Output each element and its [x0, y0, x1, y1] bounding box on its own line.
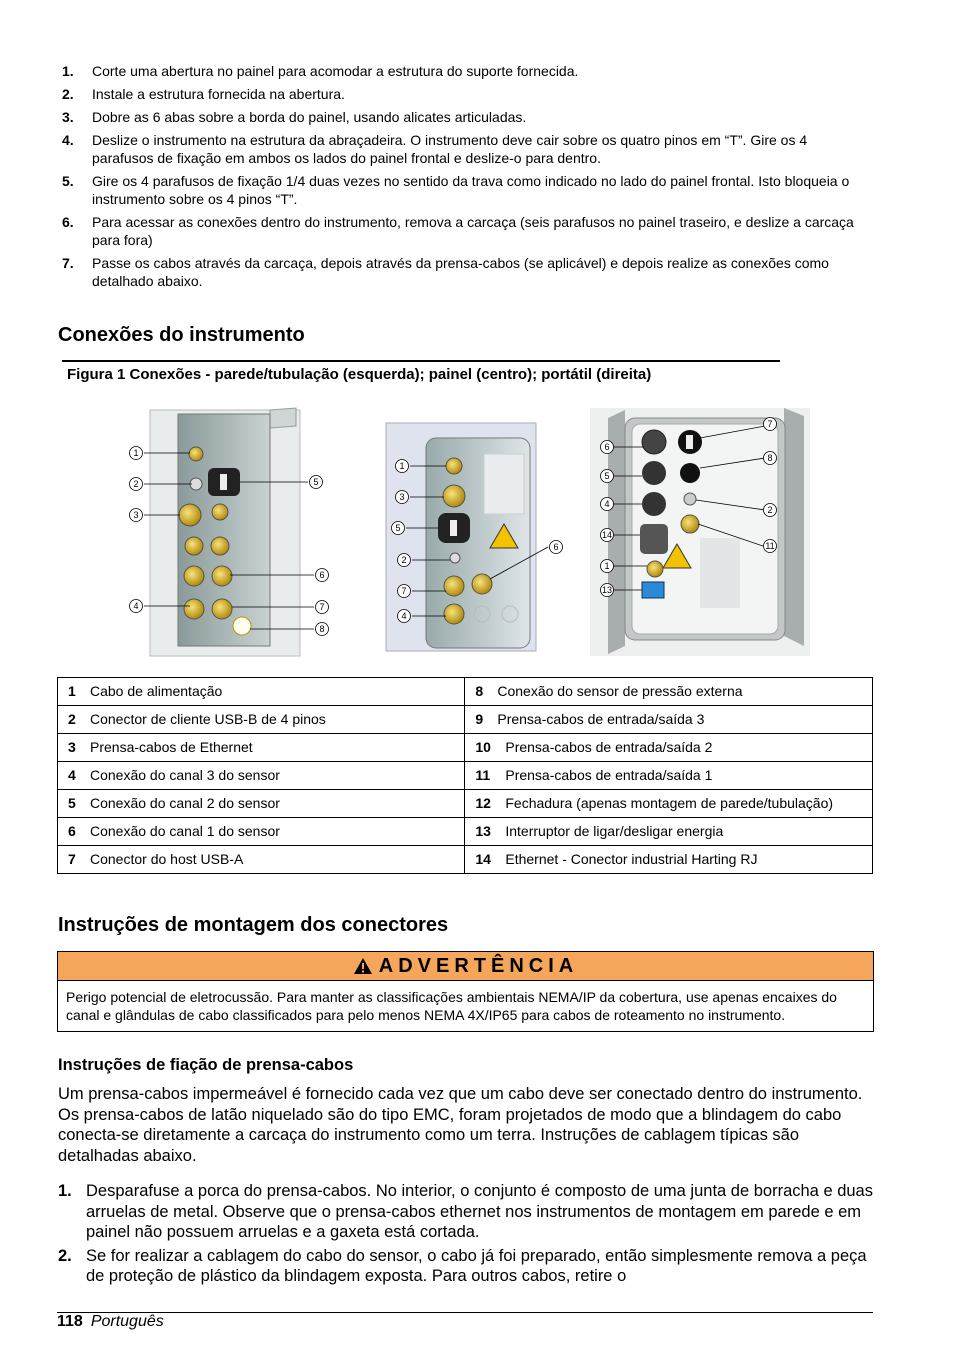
legend-cell	[58, 678, 465, 706]
legend-cell	[58, 734, 465, 762]
legend-cell	[465, 818, 873, 846]
portable-unit	[590, 408, 810, 656]
legend-label: Conexão do canal 1 do sensor	[90, 823, 280, 839]
legend-label: Conexão do sensor de pressão externa	[497, 683, 743, 699]
callout-marker	[764, 418, 777, 431]
callout-marker	[396, 460, 409, 473]
table-row	[58, 790, 873, 818]
legend-number: 1	[68, 683, 76, 699]
callout-number: 5	[604, 471, 610, 482]
legend-label: Conector de cliente USB-B de 4 pinos	[90, 711, 326, 727]
legend-label: Prensa-cabos de entrada/saída 3	[497, 711, 705, 727]
legend-cell	[58, 790, 465, 818]
table-row	[58, 734, 873, 762]
instrument-illustration	[120, 398, 820, 660]
legend-cell	[465, 790, 873, 818]
connections-figure	[120, 398, 820, 660]
callout-marker	[316, 623, 329, 636]
figure-caption: Figura 1 Conexões - parede/tubulação (esquerda); painel (centro); portátil (direita)	[67, 366, 652, 383]
callout-number: 5	[395, 523, 401, 534]
callout-marker	[601, 584, 614, 597]
callout-marker	[601, 560, 614, 573]
callout-number: 6	[319, 570, 325, 581]
callout-marker	[130, 509, 143, 522]
divider	[62, 360, 780, 362]
callout-number: 14	[601, 530, 613, 541]
legend-cell	[58, 762, 465, 790]
footer-language: Português	[90, 1313, 164, 1330]
callout-marker	[316, 601, 329, 614]
callout-marker	[130, 600, 143, 613]
callout-number: 4	[401, 611, 407, 622]
list-item: 1. Desparafuse a porca do prensa-cabos. No interior, o conjunto é composto de uma junta de borracha e duas arruelas de metal. Observe que o prensa-cabos ethernet nos instrumentos de montagem em parede e em painel não possuem arruelas e a gaxeta está cortada.	[58, 1182, 873, 1241]
callout-number: 11	[765, 541, 775, 552]
list-item: 3. Dobre as 6 abas sobre a borda do painel, usando alicates articuladas.	[62, 109, 527, 125]
legend-number: 4	[68, 767, 76, 783]
legend-number: 6	[68, 823, 76, 839]
legend-cell	[465, 762, 873, 790]
legend-number: 8	[475, 683, 484, 699]
warning-text: Perigo potencial de eletrocussão. Para manter as classificações ambientais NEMA/IP da cobertura, use apenas encaixes do canal e glândulas de cabo classificados para pelo menos NEMA 4X/IP65 para cabos de roteamento no instrumento.	[66, 989, 837, 1023]
callout-marker	[764, 540, 777, 553]
callout-marker	[398, 554, 411, 567]
callout-number: 5	[313, 477, 319, 488]
subsection-title: Instruções de fiação de prensa-cabos	[58, 1056, 354, 1074]
list-item: 2. Instale a estrutura fornecida na abertura.	[62, 86, 345, 102]
callout-marker	[601, 441, 614, 454]
callout-marker	[398, 610, 411, 623]
legend-label: Conector do host USB-A	[90, 851, 244, 867]
callout-marker	[310, 476, 323, 489]
legend-cell	[58, 706, 465, 734]
legend-cell	[465, 706, 873, 734]
list-item: 4. Deslize o instrumento na estrutura da abraçadeira. O instrumento deve cair sobre os quatro pinos em “T”. Gire os 4 parafusos de fixação em ambos os lados do painel frontal e deslize-o para dentro.	[62, 132, 808, 166]
legend-number: 2	[68, 711, 76, 727]
legend-label: Prensa-cabos de entrada/saída 1	[505, 767, 713, 783]
callout-number: 1	[399, 461, 405, 472]
callout-marker	[316, 569, 329, 582]
table-row	[58, 678, 873, 706]
callout-number: 4	[133, 601, 139, 612]
callout-marker	[398, 585, 411, 598]
legend-cell	[465, 734, 873, 762]
list-item: 6. Para acessar as conexões dentro do instrumento, remova a carcaça (seis parafusos no painel traseiro, e deslize a carcaça para fora)	[62, 214, 854, 248]
legend-number: 10	[475, 739, 491, 755]
legend-label: Interruptor de ligar/desligar energia	[505, 823, 724, 839]
legend-label: Fechadura (apenas montagem de parede/tubulação)	[505, 795, 834, 811]
legend-label: Prensa-cabos de Ethernet	[90, 739, 253, 755]
callout-number: 7	[767, 419, 773, 430]
callout-marker	[392, 522, 405, 535]
warning-header	[58, 952, 873, 981]
callout-number: 1	[133, 448, 139, 459]
legend-cell	[465, 846, 873, 874]
warning-triangle-icon	[353, 957, 373, 975]
callout-number: 3	[133, 510, 139, 521]
callout-number: 2	[133, 479, 139, 490]
legend-number: 12	[475, 795, 491, 811]
table-row	[58, 706, 873, 734]
callout-number: 2	[401, 555, 407, 566]
list-item: 7. Passe os cabos através da carcaça, depois através da prensa-cabos (se aplicável) e depois realize as conexões como detalhado abaixo.	[62, 255, 829, 289]
callout-marker	[764, 504, 777, 517]
callout-number: 2	[767, 505, 773, 516]
callout-marker	[601, 498, 614, 511]
list-item: 2. Se for realizar a cablagem do cabo do sensor, o cabo já foi preparado, então simplesmente remova a peça de proteção de plástico da blindagem exposta. Para outros cabos, retire o	[58, 1246, 867, 1285]
page-footer	[57, 1313, 164, 1331]
section-title: Conexões do instrumento	[58, 324, 305, 346]
page-number: 118	[57, 1313, 83, 1330]
legend-label: Ethernet - Conector industrial Harting RJ	[505, 851, 758, 867]
legend-label: Cabo de alimentação	[90, 683, 223, 699]
warning-box	[57, 951, 874, 1032]
callout-number: 4	[604, 499, 610, 510]
legend-number: 3	[68, 739, 76, 755]
list-item: 5. Gire os 4 parafusos de fixação 1/4 duas vezes no sentido da trava como indicado no lado do painel frontal. Isto bloqueia o instrumento sobre os 4 pinos “T”.	[62, 173, 850, 207]
wall-mount-unit	[144, 408, 314, 656]
divider	[57, 1312, 873, 1313]
callout-marker	[130, 447, 143, 460]
callout-number: 6	[604, 442, 610, 453]
warning-label: ADVERTÊNCIA	[378, 954, 579, 977]
legend-cell	[58, 818, 465, 846]
legend-number: 14	[475, 851, 491, 867]
legend-number: 9	[475, 711, 484, 727]
callout-marker	[396, 491, 409, 504]
callout-number: 7	[319, 602, 325, 613]
callout-marker	[550, 541, 563, 554]
callout-number: 6	[553, 542, 559, 553]
legend-number: 13	[475, 823, 491, 839]
section-title: Instruções de montagem dos conectores	[58, 914, 449, 936]
body-paragraph: Um prensa-cabos impermeável é fornecido cada vez que um cabo deve ser conectado dentro do instrumento. Os prensa-cabos de latão niquelado são do tipo EMC, foram projetados de modo que a blindagem do cabo conecta-se diretamente a carcaça do instrumento como um terra. Instruções de cablagem típicas são detalhadas abaixo.	[58, 1085, 863, 1165]
callout-number: 7	[401, 586, 407, 597]
callout-number: 3	[399, 492, 405, 503]
installation-steps	[62, 62, 862, 295]
list-item: 1. Corte uma abertura no painel para acomodar a estrutura do suporte fornecida.	[62, 63, 579, 79]
callout-number: 8	[319, 624, 325, 635]
table-row	[58, 818, 873, 846]
callout-number: 8	[767, 453, 773, 464]
legend-number: 11	[475, 767, 491, 783]
callout-marker	[601, 529, 614, 542]
legend-number: 5	[68, 795, 76, 811]
table-row	[58, 762, 873, 790]
legend-table	[57, 677, 873, 874]
callout-marker	[130, 478, 143, 491]
legend-cell	[465, 678, 873, 706]
callout-number: 13	[601, 585, 613, 596]
legend-number: 7	[68, 851, 76, 867]
legend-label: Conexão do canal 2 do sensor	[90, 795, 280, 811]
legend-label: Prensa-cabos de entrada/saída 2	[505, 739, 713, 755]
table-row	[58, 846, 873, 874]
callout-number: 1	[604, 561, 610, 572]
callout-marker	[601, 470, 614, 483]
wiring-steps	[58, 1181, 874, 1290]
callout-marker	[764, 452, 777, 465]
legend-label: Conexão do canal 3 do sensor	[90, 767, 280, 783]
legend-cell	[58, 846, 465, 874]
